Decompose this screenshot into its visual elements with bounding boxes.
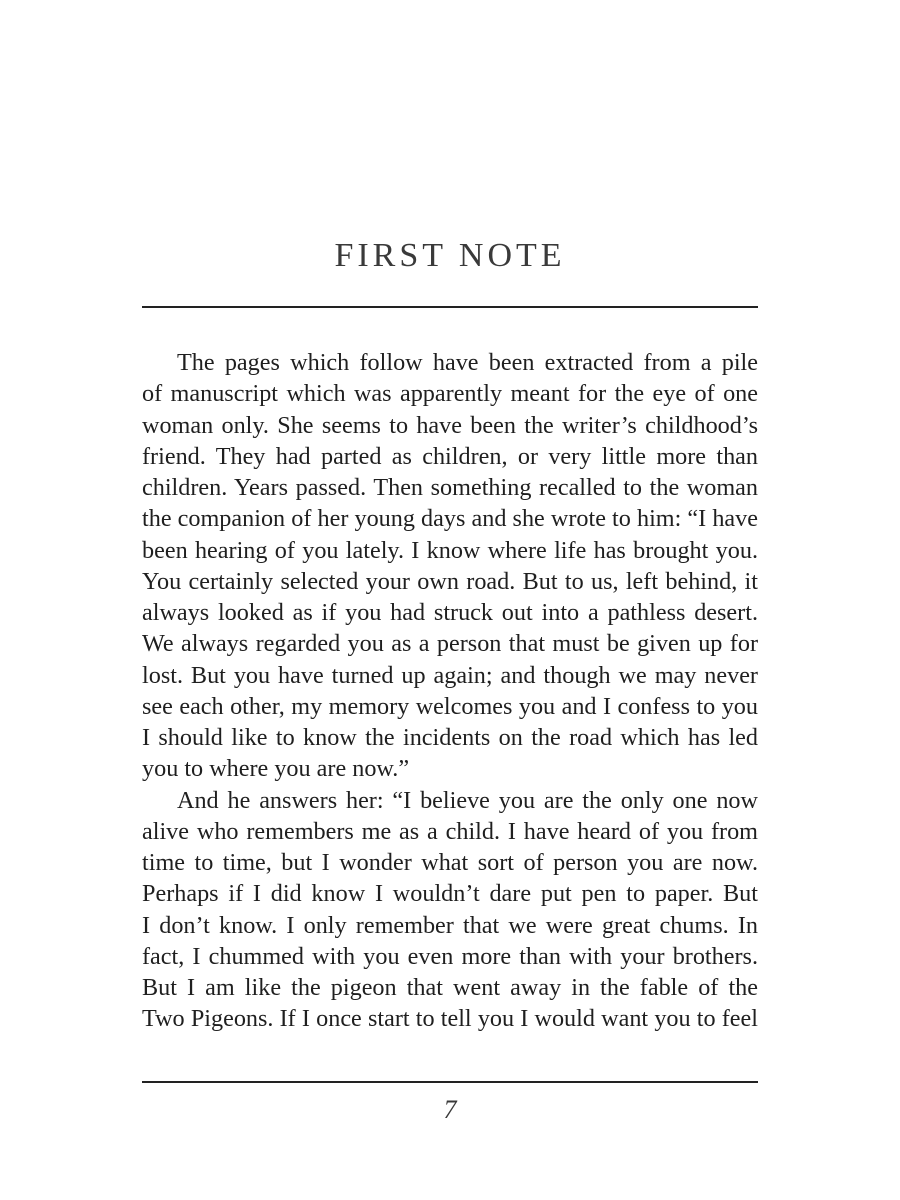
text-line: of manuscript which was apparently meant for the eye of one [142, 380, 758, 408]
text-line: see each other, my memory welcomes you and I confess to you [142, 692, 758, 720]
text-line: children. Years passed. Then something recalled to the woman [142, 474, 758, 501]
chapter-title: FIRST NOTE [334, 237, 566, 274]
text-line: You certainly selected your own road. But to us, left behind, it [142, 567, 758, 595]
text-line: I don’t know. I only remember that we were great chums. In [142, 911, 758, 939]
text-line: Perhaps if I did know I wouldn’t dare put pen to paper. But [142, 880, 758, 908]
text-line: the companion of her young days and she wrote to him: “I have [142, 505, 758, 533]
header-rule [142, 306, 758, 308]
text-line: And he answers her: “I believe you are the only one now [177, 786, 758, 814]
page-number: 7 [443, 1095, 457, 1124]
text-line: friend. They had parted as children, or very little more than [142, 442, 758, 470]
text-line: Two Pigeons. If I once start to tell you I would want you to feel [142, 1005, 758, 1033]
text-line: always looked as if you had struck out into a pathless desert. [142, 599, 758, 626]
text-line: But I am like the pigeon that went away in the fable of the [142, 974, 758, 1001]
text-line: lost. But you have turned up again; and though we may never [142, 661, 758, 689]
text-line: time to time, but I wonder what sort of person you are now. [142, 849, 758, 876]
body-text [142, 347, 758, 1035]
footer-rule [142, 1081, 758, 1083]
text-line: you to where you are now.” [142, 755, 410, 783]
text-line: We always regarded you as a person that must be given up for [142, 630, 758, 658]
text-line: The pages which follow have been extracted from a pile [177, 349, 758, 376]
text-line: alive who remembers me as a child. I have heard of you from [142, 817, 758, 845]
text-line: been hearing of you lately. I know where life has brought you. [142, 536, 758, 564]
text-line: woman only. She seems to have been the writer’s childhood’s [142, 411, 758, 439]
text-line: fact, I chummed with you even more than with your brothers. [142, 942, 758, 970]
text-line: I should like to know the incidents on the road which has led [142, 724, 758, 751]
